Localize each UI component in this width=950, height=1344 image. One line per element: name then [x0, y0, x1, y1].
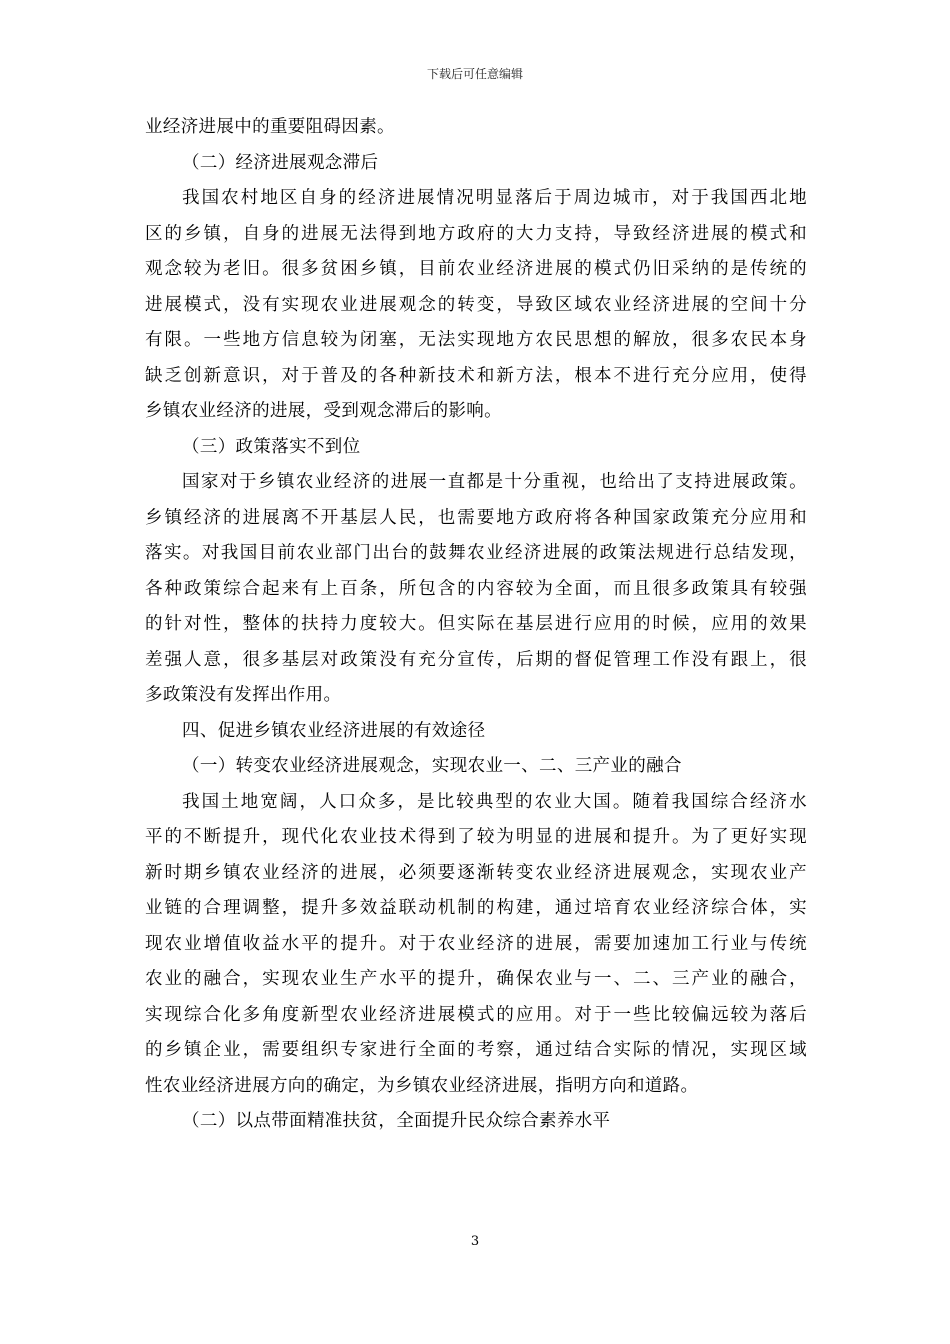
text-line: 的乡镇企业，需要组织专家进行全面的考察，通过结合实际的情况，实现区域: [145, 1040, 807, 1060]
text-line: 业链的合理调整，提升多效益联动机制的构建，通过培育农业经济综合体，实: [145, 898, 807, 918]
text-line: 我国土地宽阔，人口众多，是比较典型的农业大国。随着我国综合经济水: [182, 791, 807, 812]
text-line: 的针对性，整体的扶持力度较大。但实际在基层进行应用的时候，应用的效果: [145, 614, 807, 634]
text-line: 四、促进乡镇农业经济进展的有效途径: [182, 720, 486, 741]
text-line: 我国农村地区自身的经济进展情况明显落后于周边城市，对于我国西北地: [182, 188, 807, 208]
text-line: 落实。对我国目前农业部门出台的鼓舞农业经济进展的政策法规进行总结发现，: [145, 543, 807, 563]
text-line: 国家对于乡镇农业经济的进展一直都是十分重视，也给出了支持进展政策。: [182, 472, 807, 492]
text-line: （二）经济进展观念滞后: [182, 152, 379, 173]
text-line: 业经济进展中的重要阻碍因素。: [145, 117, 395, 137]
text-line: 各种政策综合起来有上百条，所包含的内容较为全面，而且很多政策具有较强: [145, 578, 807, 599]
text-line: 有限。一些地方信息较为闭塞，无法实现地方农民思想的解放，很多农民本身: [145, 330, 807, 350]
text-line: 乡镇经济的进展离不开基层人民，也需要地方政府将各种国家政策充分应用和: [145, 507, 807, 528]
text-line: 区的乡镇，自身的进展无法得到地方政府的大力支持，导致经济进展的模式和: [145, 223, 807, 244]
text-line: （三）政策落实不到位: [182, 436, 361, 457]
page-number: 3: [470, 1234, 480, 1249]
text-line: 乡镇农业经济的进展，受到观念滞后的影响。: [145, 401, 502, 421]
text-line: 多政策没有发挥出作用。: [145, 685, 342, 705]
document-body: [145, 116, 807, 1146]
text-line: 农业的融合，实现农业生产水平的提升，确保农业与一、二、三产业的融合，: [145, 969, 807, 989]
text-line: 实现综合化多角度新型农业经济进展模式的应用。对于一些比较偏远较为落后: [145, 1004, 807, 1025]
text-line: 新时期乡镇农业经济的进展，必须要逐渐转变农业经济进展观念，实现农业产: [145, 862, 807, 883]
text-line: （一）转变农业经济进展观念，实现农业一、二、三产业的融合: [182, 756, 682, 776]
text-line: 现农业增值收益水平的提升。对于农业经济的进展，需要加速加工行业与传统: [145, 933, 807, 954]
text-line: 观念较为老旧。很多贫困乡镇，目前农业经济进展的模式仍旧采纳的是传统的: [145, 259, 807, 279]
text-line: （二）以点带面精准扶贫，全面提升民众综合素养水平: [182, 1111, 611, 1131]
text-line: 差强人意，很多基层对政策没有充分宣传，后期的督促管理工作没有跟上，很: [145, 649, 807, 670]
text-line: 缺乏创新意识，对于普及的各种新技术和新方法，根本不进行充分应用，使得: [145, 365, 807, 386]
page-header: 下载后可任意编辑: [426, 67, 523, 81]
text-line: 进展模式，没有实现农业进展观念的转变，导致区域农业经济进展的空间十分: [145, 294, 807, 315]
text-line: 平的不断提升，现代化农业技术得到了较为明显的进展和提升。为了更好实现: [145, 827, 807, 847]
text-line: 性农业经济进展方向的确定，为乡镇农业经济进展，指明方向和道路。: [145, 1075, 699, 1096]
